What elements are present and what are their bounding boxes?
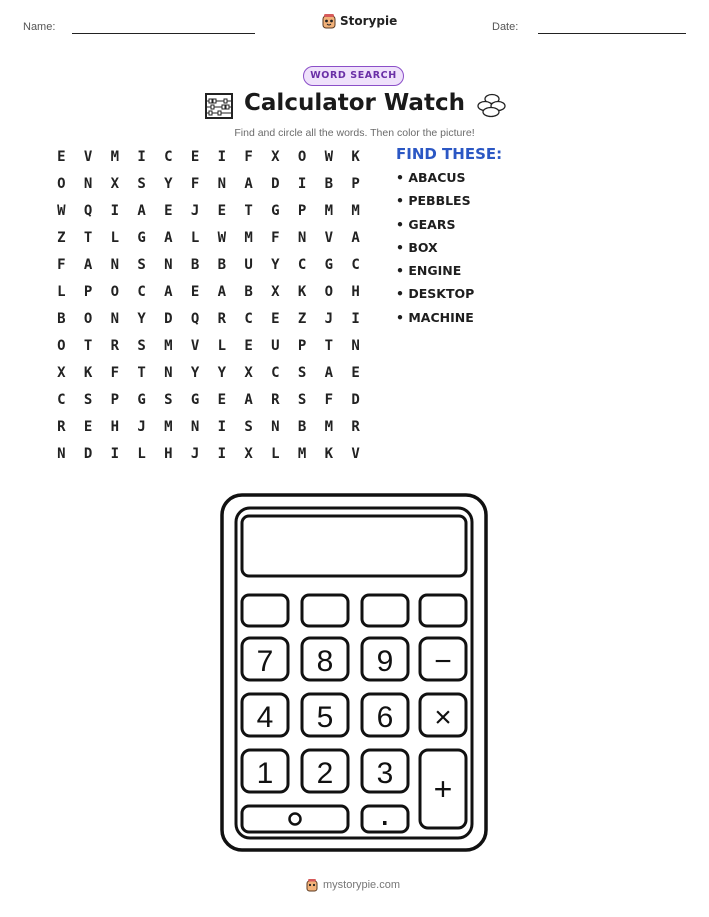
grid-letter[interactable]: P xyxy=(351,176,360,192)
grid-letter[interactable]: F xyxy=(57,257,66,273)
grid-letter[interactable]: X xyxy=(271,149,280,165)
calculator-illustration xyxy=(210,488,500,858)
grid-letter[interactable]: M xyxy=(297,446,307,462)
grid-letter[interactable]: M xyxy=(324,419,334,435)
grid-letter[interactable]: R xyxy=(351,419,360,435)
grid-letter[interactable]: J xyxy=(190,203,200,219)
grid-letter[interactable]: A xyxy=(164,284,173,300)
grid-letter[interactable]: X xyxy=(271,284,280,300)
key-label: × xyxy=(434,701,452,734)
calculator-display xyxy=(242,516,466,576)
key-label: 4 xyxy=(256,701,274,734)
grid-letter[interactable]: M xyxy=(110,149,120,165)
word-item: • ENGINE xyxy=(396,263,462,279)
grid-letter[interactable]: L xyxy=(190,230,200,246)
grid-row xyxy=(48,227,369,254)
grid-letter[interactable]: N xyxy=(351,338,360,354)
grid-letter[interactable]: Z xyxy=(297,311,307,327)
grid-row xyxy=(48,443,369,470)
grid-letter[interactable]: D xyxy=(271,176,280,192)
grid-letter[interactable]: C xyxy=(351,257,360,273)
grid-letter[interactable]: M xyxy=(164,419,173,435)
grid-letter[interactable]: N xyxy=(110,311,120,327)
grid-letter[interactable]: M xyxy=(164,338,173,354)
key-label: + xyxy=(433,771,453,807)
grid-letter[interactable]: G xyxy=(190,392,200,408)
grid-letter[interactable]: E xyxy=(164,203,173,219)
grid-letter[interactable]: N xyxy=(217,176,227,192)
grid-letter[interactable]: O xyxy=(324,284,334,300)
name-label: Name: xyxy=(23,21,56,33)
grid-letter[interactable]: E xyxy=(190,284,200,300)
grid-letter[interactable]: T xyxy=(83,338,93,354)
grid-letter[interactable]: W xyxy=(324,149,334,165)
dot-symbol xyxy=(383,821,387,825)
grid-letter[interactable]: F xyxy=(271,230,280,246)
grid-letter[interactable]: T xyxy=(137,365,146,381)
grid-letter[interactable]: R xyxy=(110,338,120,354)
grid-letter[interactable]: I xyxy=(217,149,227,165)
grid-letter[interactable]: N xyxy=(83,176,93,192)
grid-letter[interactable]: B xyxy=(244,284,253,300)
brand-name: Storypie xyxy=(340,14,398,28)
brand xyxy=(322,13,397,29)
grid-row xyxy=(48,335,369,362)
grid-letter[interactable]: J xyxy=(324,311,334,327)
zero-symbol xyxy=(290,814,301,825)
grid-letter[interactable]: H xyxy=(351,284,360,300)
name-line[interactable] xyxy=(72,33,255,34)
grid-letter[interactable]: V xyxy=(190,338,200,354)
grid-row xyxy=(48,146,369,173)
page-title: Calculator Watch xyxy=(244,90,465,116)
key-label: 9 xyxy=(376,645,394,678)
word-search-badge: WORD SEARCH xyxy=(303,66,404,86)
instructions: Find and circle all the words. Then color the picture! xyxy=(234,127,475,139)
grid-letter[interactable]: V xyxy=(351,446,360,462)
grid-letter[interactable]: I xyxy=(351,311,360,327)
grid-letter[interactable]: A xyxy=(217,284,227,300)
grid-letter[interactable]: I xyxy=(297,176,307,192)
grid-letter[interactable]: N xyxy=(271,419,280,435)
grid-letter[interactable]: B xyxy=(190,257,200,273)
grid-letter[interactable]: L xyxy=(110,230,120,246)
grid-letter[interactable]: E xyxy=(271,311,280,327)
word-item: • PEBBLES xyxy=(396,193,471,209)
grid-letter[interactable]: I xyxy=(110,446,120,462)
grid-letter[interactable]: L xyxy=(137,446,146,462)
key-label: 8 xyxy=(316,645,334,678)
grid-letter[interactable]: C xyxy=(164,149,173,165)
grid-letter[interactable]: F xyxy=(110,365,120,381)
grid-letter[interactable]: F xyxy=(324,392,334,408)
grid-row xyxy=(48,281,369,308)
key-label: − xyxy=(434,645,452,678)
grid-letter[interactable]: O xyxy=(110,284,120,300)
grid-row xyxy=(48,254,369,281)
grid-letter[interactable]: N xyxy=(164,257,173,273)
grid-letter[interactable]: I xyxy=(217,419,227,435)
grid-letter[interactable]: A xyxy=(351,230,360,246)
grid-letter[interactable]: L xyxy=(57,284,66,300)
grid-letter[interactable]: E xyxy=(190,149,200,165)
grid-letter[interactable]: K xyxy=(324,446,334,462)
grid-letter[interactable]: R xyxy=(271,392,280,408)
grid-letter[interactable]: K xyxy=(297,284,307,300)
grid-row xyxy=(48,389,369,416)
grid-letter[interactable]: Y xyxy=(190,365,200,381)
calculator-key xyxy=(302,595,348,626)
grid-letter[interactable]: B xyxy=(324,176,334,192)
word-item: • DESKTOP xyxy=(396,286,475,302)
grid-letter[interactable]: M xyxy=(244,230,253,246)
grid-letter[interactable]: V xyxy=(324,230,334,246)
grid-letter[interactable]: P xyxy=(83,284,93,300)
key-label: 6 xyxy=(376,701,394,734)
grid-letter[interactable]: W xyxy=(217,230,227,246)
grid-letter[interactable]: O xyxy=(57,176,66,192)
grid-letter[interactable]: U xyxy=(244,257,253,273)
grid-letter[interactable]: D xyxy=(83,446,93,462)
grid-letter[interactable]: K xyxy=(83,365,93,381)
grid-letter[interactable]: X xyxy=(57,365,66,381)
date-line[interactable] xyxy=(538,33,686,34)
grid-letter[interactable]: P xyxy=(297,338,307,354)
grid-letter[interactable]: Z xyxy=(57,230,66,246)
grid-letter[interactable]: Y xyxy=(271,257,280,273)
grid-letter[interactable]: R xyxy=(57,419,66,435)
storypie-logo-icon xyxy=(322,13,336,29)
date-label: Date: xyxy=(492,21,519,33)
grid-row xyxy=(48,416,369,443)
grid-letter[interactable]: E xyxy=(83,419,93,435)
grid-letter[interactable]: G xyxy=(137,230,146,246)
grid-letter[interactable]: B xyxy=(297,419,307,435)
grid-letter[interactable]: W xyxy=(57,203,66,219)
grid-row xyxy=(48,173,369,200)
grid-letter[interactable]: N xyxy=(110,257,120,273)
grid-letter[interactable]: X xyxy=(244,365,253,381)
grid-letter[interactable]: M xyxy=(351,203,360,219)
grid-letter[interactable]: P xyxy=(110,392,120,408)
grid-letter[interactable]: B xyxy=(57,311,66,327)
grid-letter[interactable]: B xyxy=(217,257,227,273)
grid-letter[interactable]: N xyxy=(164,365,173,381)
grid-letter[interactable]: E xyxy=(217,392,227,408)
grid-letter[interactable]: R xyxy=(217,311,227,327)
grid-letter[interactable]: D xyxy=(164,311,173,327)
grid-letter[interactable]: V xyxy=(83,149,93,165)
grid-letter[interactable]: C xyxy=(244,311,253,327)
grid-letter[interactable]: A xyxy=(324,365,334,381)
grid-letter[interactable]: N xyxy=(297,230,307,246)
key-label: 7 xyxy=(256,645,274,678)
grid-letter[interactable]: A xyxy=(137,203,146,219)
grid-letter[interactable]: U xyxy=(271,338,280,354)
calculator-key xyxy=(242,595,288,626)
key-label: 5 xyxy=(316,701,334,734)
grid-letter[interactable]: S xyxy=(244,419,253,435)
grid-letter[interactable]: C xyxy=(271,365,280,381)
grid-row xyxy=(48,362,369,389)
grid-letter[interactable]: H xyxy=(110,419,120,435)
grid-letter[interactable]: F xyxy=(190,176,200,192)
grid-letter[interactable]: N xyxy=(190,419,200,435)
grid-letter[interactable]: O xyxy=(297,149,307,165)
grid-letter[interactable]: E xyxy=(351,365,360,381)
find-title: FIND THESE: xyxy=(396,145,503,163)
grid-letter[interactable]: S xyxy=(83,392,93,408)
grid-letter[interactable]: Y xyxy=(164,176,173,192)
grid-letter[interactable]: S xyxy=(297,365,307,381)
word-item: • ABACUS xyxy=(396,170,466,185)
grid-letter[interactable]: T xyxy=(83,230,93,246)
grid-letter[interactable]: Q xyxy=(190,311,200,327)
grid-letter[interactable]: X xyxy=(110,176,120,192)
grid-letter[interactable]: X xyxy=(244,446,253,462)
footer xyxy=(306,878,400,892)
grid-letter[interactable]: S xyxy=(297,392,307,408)
grid-letter[interactable]: A xyxy=(164,230,173,246)
grid-letter[interactable]: I xyxy=(110,203,120,219)
grid-letter[interactable]: C xyxy=(57,392,66,408)
grid-letter[interactable]: E xyxy=(217,203,227,219)
grid-letter[interactable]: L xyxy=(217,338,227,354)
footer-url: mystorypie.com xyxy=(323,879,401,891)
word-item: • BOX xyxy=(396,239,438,255)
letter-grid[interactable] xyxy=(48,146,369,470)
grid-letter[interactable]: S xyxy=(137,257,146,273)
grid-letter[interactable]: O xyxy=(57,338,66,354)
calculator-key xyxy=(420,595,466,626)
word-item: • GEARS xyxy=(396,216,456,232)
grid-letter[interactable]: J xyxy=(190,446,200,462)
grid-letter[interactable]: L xyxy=(271,446,280,462)
grid-letter[interactable]: H xyxy=(164,446,173,462)
grid-letter[interactable]: I xyxy=(217,446,227,462)
key-label: 3 xyxy=(376,757,394,790)
grid-letter[interactable]: C xyxy=(297,257,307,273)
word-list xyxy=(396,170,474,333)
grid-letter[interactable]: O xyxy=(83,311,93,327)
storypie-logo-icon xyxy=(306,878,318,892)
calculator-key xyxy=(362,806,408,832)
grid-letter[interactable]: E xyxy=(244,338,253,354)
grid-letter[interactable]: D xyxy=(351,392,360,408)
grid-letter[interactable]: G xyxy=(137,392,146,408)
grid-letter[interactable]: J xyxy=(137,419,146,435)
grid-letter[interactable]: K xyxy=(351,149,360,165)
grid-letter[interactable]: Y xyxy=(217,365,227,381)
grid-letter[interactable]: I xyxy=(137,149,146,165)
grid-letter[interactable]: C xyxy=(137,284,146,300)
grid-row xyxy=(48,200,369,227)
grid-letter[interactable]: A xyxy=(244,176,253,192)
grid-letter[interactable]: A xyxy=(244,392,253,408)
grid-letter[interactable]: F xyxy=(244,149,253,165)
grid-letter[interactable]: G xyxy=(324,257,334,273)
key-label: 1 xyxy=(256,757,274,790)
grid-letter[interactable]: P xyxy=(297,203,307,219)
grid-letter[interactable]: T xyxy=(324,338,334,354)
calculator-key xyxy=(362,595,408,626)
grid-letter[interactable]: S xyxy=(137,176,146,192)
grid-letter[interactable]: A xyxy=(83,257,93,273)
grid-letter[interactable]: G xyxy=(271,203,280,219)
grid-letter[interactable]: S xyxy=(137,338,146,354)
grid-letter[interactable]: Q xyxy=(83,203,93,219)
key-label: 2 xyxy=(316,757,334,790)
grid-letter[interactable]: Y xyxy=(137,311,146,327)
word-item: • MACHINE xyxy=(396,309,474,325)
grid-letter[interactable]: T xyxy=(244,203,253,219)
grid-letter[interactable]: E xyxy=(57,149,66,165)
grid-letter[interactable]: N xyxy=(57,446,66,462)
pebbles-icon xyxy=(476,92,508,118)
grid-letter[interactable]: S xyxy=(164,392,173,408)
grid-row xyxy=(48,308,369,335)
grid-letter[interactable]: M xyxy=(324,203,334,219)
